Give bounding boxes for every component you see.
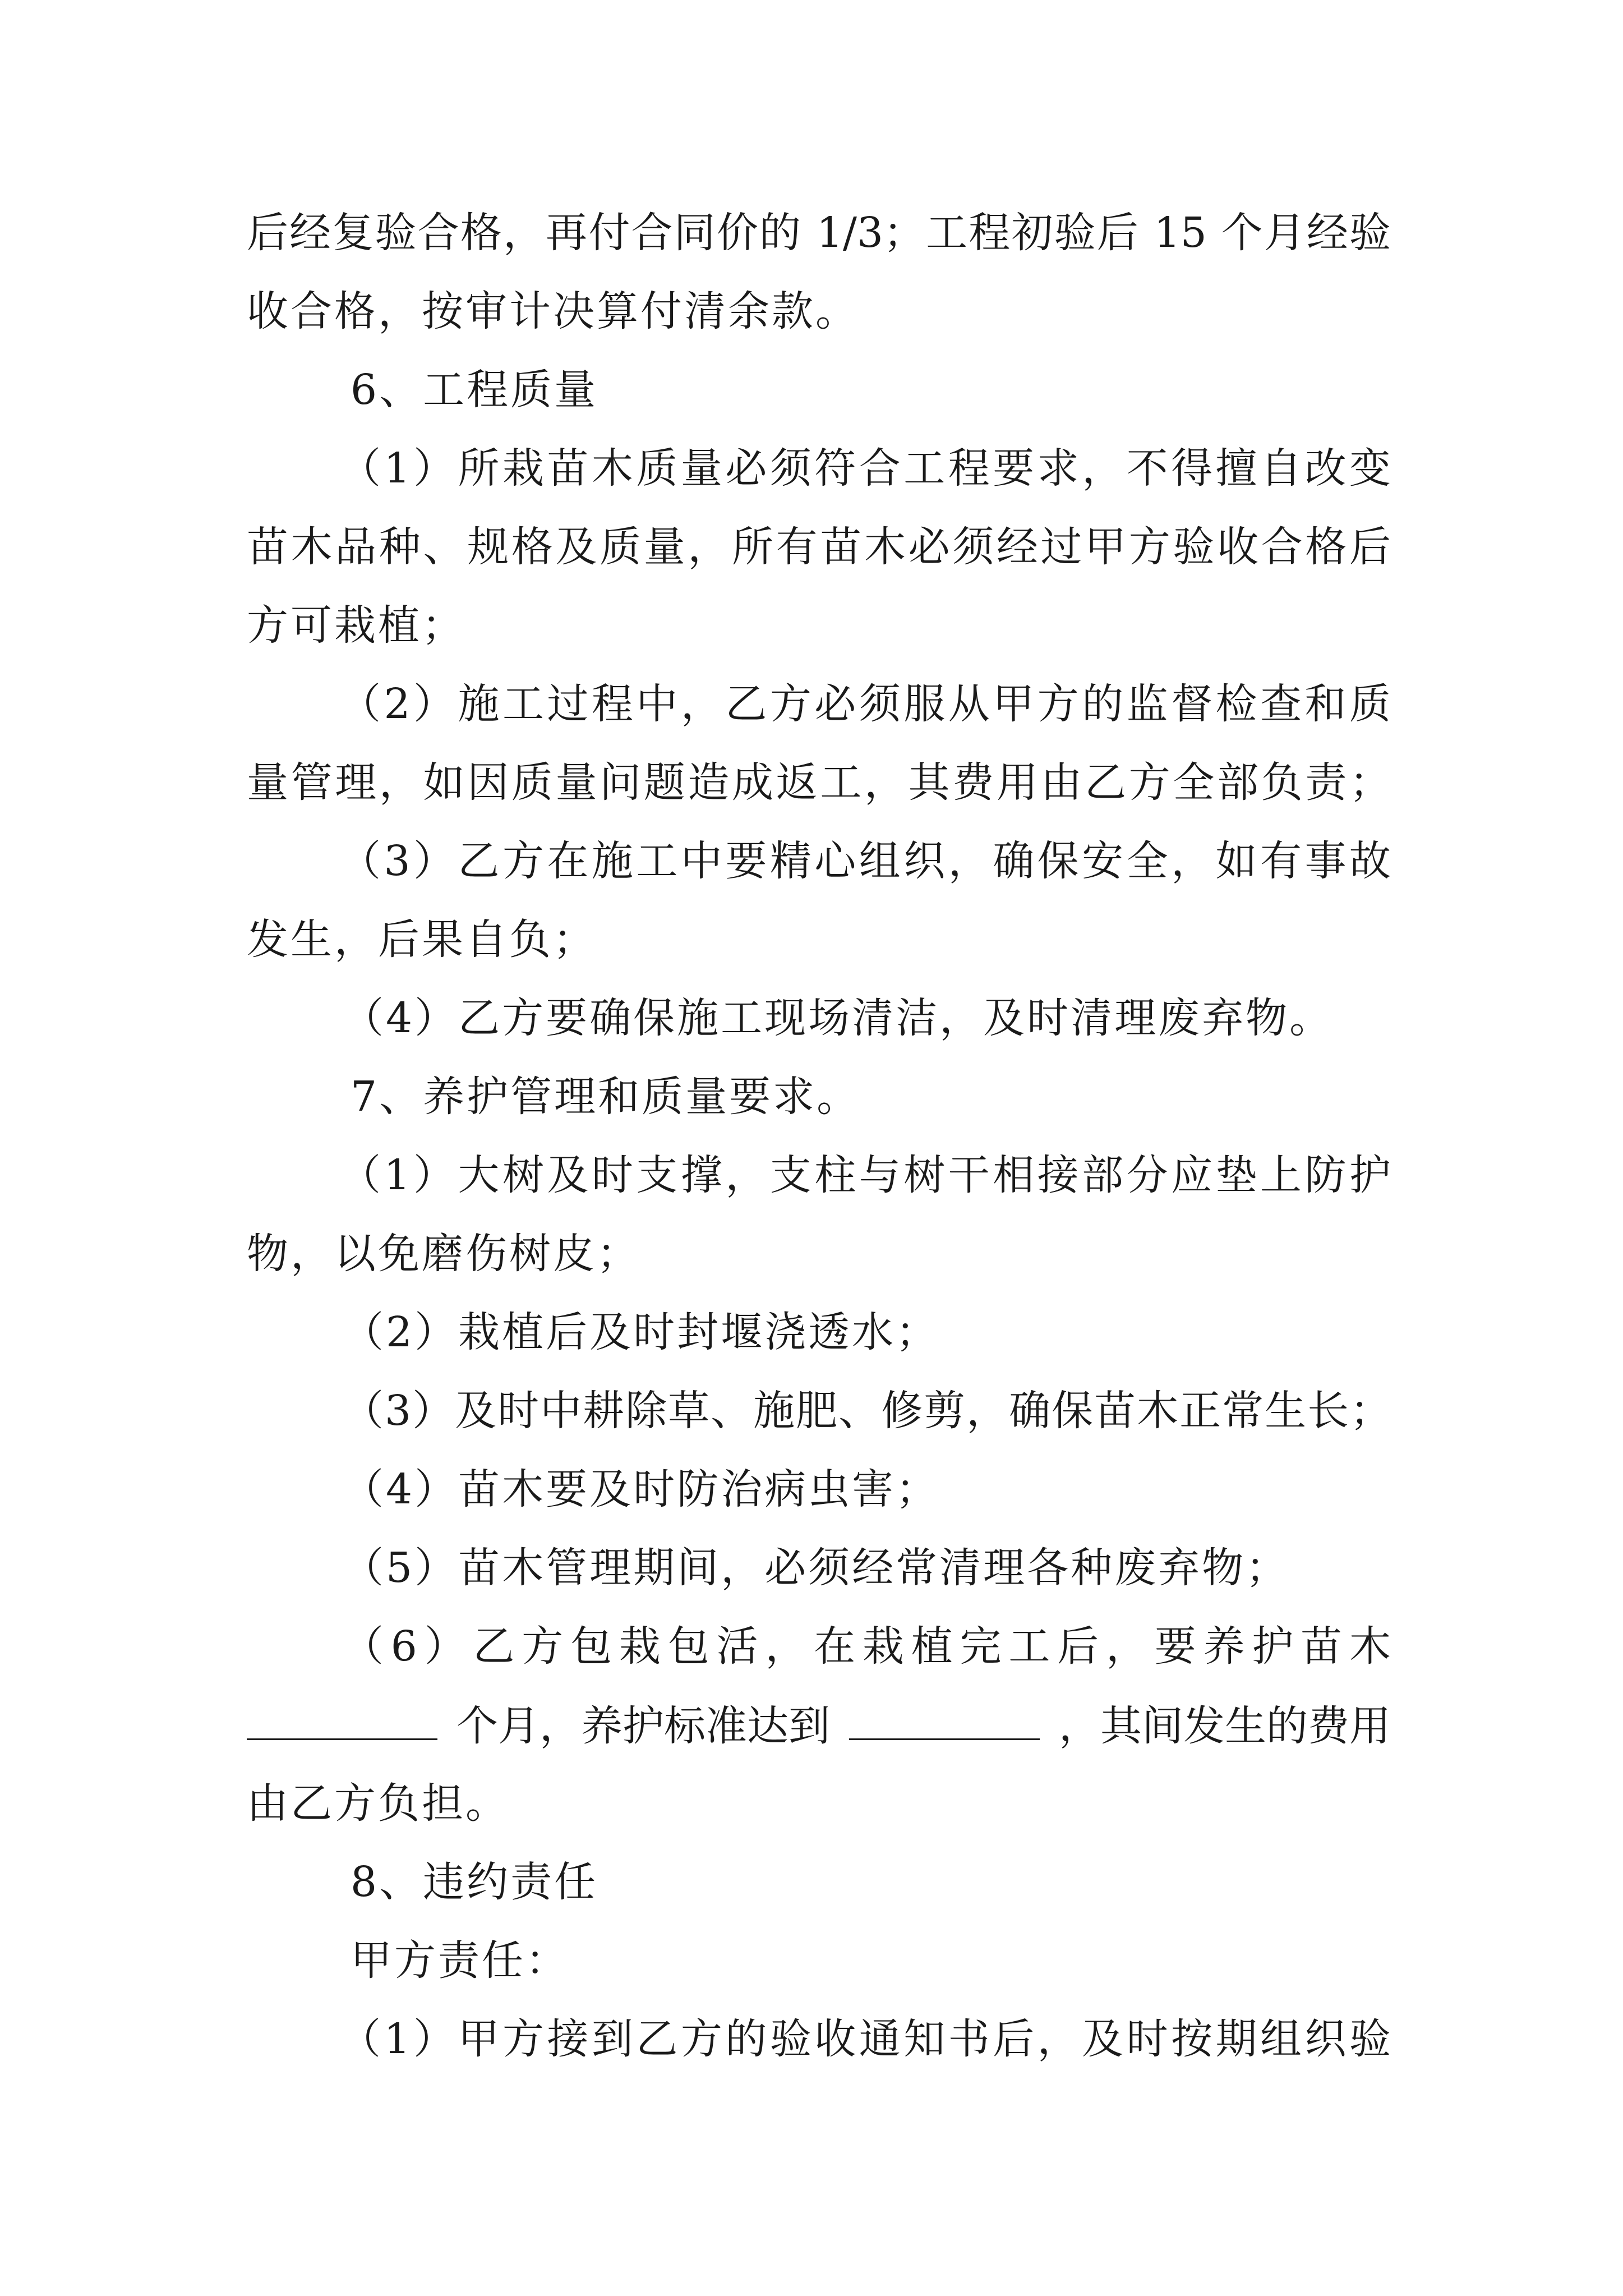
s6-item-1-line-3: 方可栽植； — [247, 601, 465, 650]
s6-item-2-line-2: 量管理，如因质量问题造成返工，其费用由乙方全部负责； — [247, 758, 1391, 807]
maintenance-months-blank[interactable] — [247, 1697, 437, 1740]
maintenance-standard-blank[interactable] — [849, 1697, 1040, 1740]
s6-item-1-line-1: （1）所栽苗木质量必须符合工程要求，不得擅自改变 — [339, 444, 1391, 493]
s7-item-6-text-b: ，其间发生的费用 — [1059, 1702, 1391, 1750]
s6-item-1-line-2: 苗木品种、规格及质量，所有苗木必须经过甲方验收合格后 — [247, 523, 1391, 571]
s6-item-3-line-2: 发生，后果自负； — [247, 915, 597, 964]
party-a-responsibility-label: 甲方责任： — [351, 1936, 569, 1985]
s7-item-6-text-a: 个月，养护标准达到 — [457, 1702, 830, 1750]
s6-item-3-line-1: （3）乙方在施工中要精心组织，确保安全，如有事故 — [339, 837, 1391, 885]
s6-item-4-line-1: （4）乙方要确保施工现场清洁，及时清理废弃物。 — [342, 994, 1334, 1042]
s7-item-6-line-3: 由乙方负担。 — [247, 1779, 509, 1828]
section-8-heading: 8、违约责任 — [351, 1858, 598, 1906]
s7-item-3: （3）及时中耕除草、施肥、修剪，确保苗木正常生长； — [342, 1387, 1393, 1435]
s7-item-6-line-2 — [247, 1697, 1391, 1754]
payment-paragraph-line-1: 后经复验合格，再付合同价的 1/3；工程初验后 15 个月经验 — [247, 209, 1391, 257]
section-7-heading: 7、养护管理和质量要求。 — [351, 1073, 861, 1121]
s8-item-1-line-1: （1）甲方接到乙方的验收通知书后，及时按期组织验 — [339, 2015, 1391, 2063]
s7-item-2: （2）栽植后及时封堰浇透水； — [342, 1308, 940, 1356]
s7-item-1-line-1: （1）大树及时支撑，支柱与树干相接部分应垫上防护 — [339, 1151, 1391, 1199]
s7-item-5: （5）苗木管理期间，必须经常清理各种废弃物； — [342, 1544, 1290, 1592]
s7-item-1-line-2: 物，以免磨伤树皮； — [247, 1230, 640, 1278]
payment-paragraph-line-2: 收合格，按审计决算付清余款。 — [247, 287, 859, 335]
s7-item-4: （4）苗木要及时防治病虫害； — [342, 1465, 940, 1513]
section-6-heading: 6、工程质量 — [351, 366, 598, 414]
s7-item-6-line-1: （6）乙方包栽包活，在栽植完工后，要养护苗木 — [342, 1622, 1391, 1671]
s6-item-2-line-1: （2）施工过程中，乙方必须服从甲方的监督检查和质 — [339, 680, 1391, 728]
